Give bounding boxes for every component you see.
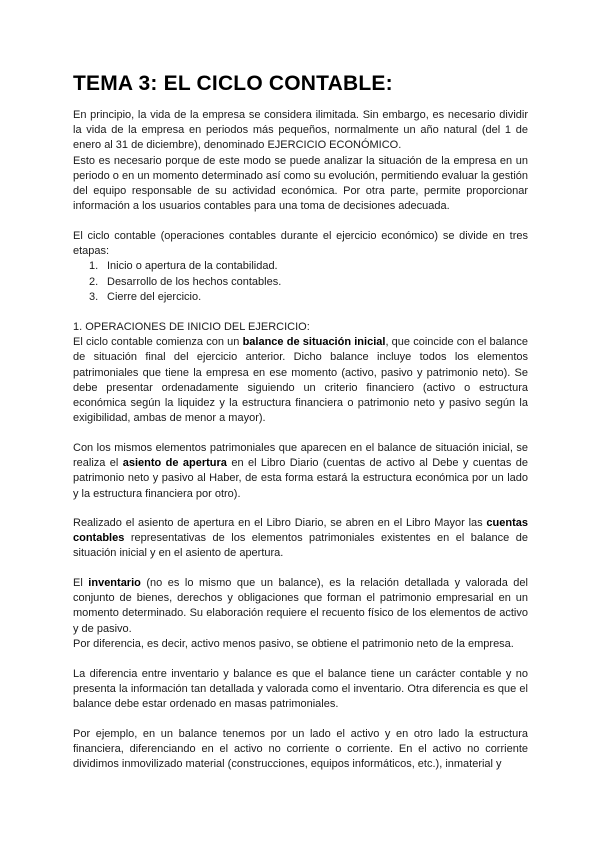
stages-list [73,259,528,305]
intro-paragraph-1: En principio, la vida de la empresa se considera ilimitada. Sin embargo, es necesario dividir la vida de la empresa en periodos más pequeños, normalmente un año natural (del 1 de enero al 31 de diciembre), denominado EJERCICIO ECONÓMICO. [73,109,528,152]
bold-term: balance de situación inicial [242,336,386,349]
section-paragraph-4 [73,576,528,637]
section-1-paragraph-4-block [73,576,528,652]
list-item-text: Desarrollo de los hechos contables. [107,275,282,288]
section-paragraph-5: Por diferencia, es decir, activo menos pasivo, se obtiene el patrimonio neto de la empresa. [73,637,514,650]
intro-paragraph-2: Esto es necesario porque de este modo se puede analizar la situación de la empresa en un periodo o en un momento determinado así como su evolución, permitiendo evaluar la gestión del equipo responsable de su actividad económica. Por otra parte, permite proporcionar información a los usuarios contables para una toma de decisiones adecuada. [73,154,528,213]
list-item-number: 1. [89,260,99,273]
section-1 [73,320,528,426]
stages-section [73,229,528,305]
section-1-paragraph-3-block [73,516,528,562]
list-item-text: Inicio o apertura de la contabilidad. [107,260,278,273]
list-item [73,259,528,274]
text-run: en el Libro Diario (cuentas de activo al Debe y cuentas de patrimonio neto y pasivo al Haber, de esta forma estará la estructura económica por un lado y la estructura financiera por otro). [73,457,528,500]
list-item-number: 2. [89,275,99,288]
stages-intro: El ciclo contable (operaciones contables durante el ejercicio económico) se divide en tres etapas: [73,230,528,258]
intro-section [73,108,528,214]
text-run: Con los mismos elementos patrimoniales que aparecen en el balance de situación inicial, se realiza el [73,442,528,470]
section-paragraph-3 [73,516,528,562]
list-item [73,275,528,290]
bold-term: inventario [88,577,141,589]
list-item-number: 3. [89,290,99,303]
section-1-paragraph-2-block [73,441,528,502]
bold-term: asiento de apertura [122,457,227,470]
text-run: (no es lo mismo que un balance), es la relación detallada y valorada del conjunto de bienes, derechos y obligaciones que forman el patrimonio empresarial en un momento determinado. Su elaboración requiere el recuento físico de los elementos de activo y de pasivo. [73,577,528,635]
section-paragraph-7: Por ejemplo, en un balance tenemos por un lado el activo y en otro lado la estructura financiera, diferenciando en el activo no corriente o corriente. En el activo no corriente dividimos inmovilizado material (construcciones, equipos informáticos, etc.), inmaterial y [73,728,528,771]
section-paragraph-2 [73,441,528,502]
text-run: Realizado el asiento de apertura en el Libro Diario, se abren en el Libro Mayor las [73,517,487,529]
list-item [73,290,528,305]
section-paragraph-6: La diferencia entre inventario y balance es que el balance tiene un carácter contable y no presenta la información tan detallada y valorada como el inventario. Otra diferencia es que el balance debe estar ordenado en masas patrimoniales. [73,668,528,711]
page-title: TEMA 3: EL CICLO CONTABLE: [73,72,393,95]
bold-term: cuentas contables [73,517,528,545]
text-run: , que coincide con el balance de situación final del ejercicio anterior. Dicho balance incluye todos los elementos patrimoniales que tiene la empresa en ese momento (activo, pasivo y patrimonio neto). Se debe presentar ordenadamente siguiendo un criterio financiero (activo o estructura económica según la liquidez y la estructura financiera o patrimonio neto y pasivo según la exigibilidad, ambas de menor a mayor). [73,336,528,425]
list-item-text: Cierre del ejercicio. [107,290,202,303]
section-1-paragraph-7-block [73,727,528,773]
text-run: representativas de los elementos patrimoniales existentes en el balance de situación inicial y en el asiento de apertura. [73,532,528,560]
text-run: El ciclo contable comienza con un [73,336,243,349]
section-paragraph-1 [73,335,528,426]
section-1-paragraph-6-block [73,667,528,713]
section-heading: 1. OPERACIONES DE INICIO DEL EJERCICIO: [73,321,310,333]
text-run: El [73,577,89,589]
